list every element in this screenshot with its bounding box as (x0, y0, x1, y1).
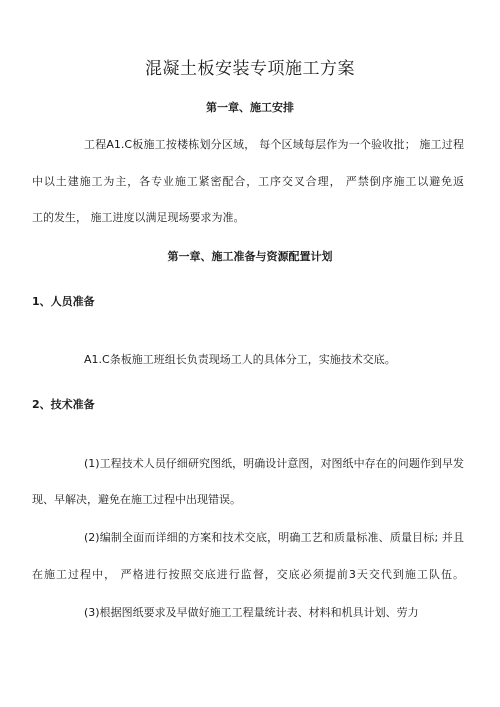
paragraph-line: 工的发生， 施工进度以满足现场要求为准。 (32, 211, 245, 224)
paragraph-line: 工程A1.C板施工按楼栋划分区域， 每个区域每层作为一个验收批； 施工过程 (84, 138, 464, 151)
section-heading-personnel: 1、人员准备 (32, 295, 95, 308)
paragraph-line: 现、早解决，避免在施工过程中出现错误。 (32, 493, 241, 506)
chapter-heading-preparation-resources: 第一章、施工准备与资源配置计划 (167, 250, 333, 263)
paragraph-line: (1)工程技术人员仔细研究图纸，明确设计意图，对图纸中存在的问题作到早发 (84, 457, 464, 470)
section-heading-technical: 2、技术准备 (32, 398, 95, 411)
paragraph-line: 中以土建施工为主，各专业施工紧密配合，工序交叉合理， 严禁倒序施工以避免返 (32, 175, 464, 188)
paragraph-line: 在施工过程中， 严格进行按照交底进行监督，交底必须提前3天交代到施工队伍。 (32, 568, 464, 581)
paragraph-line: A1.C条板施工班组长负责现场工人的具体分工，实施技术交底。 (84, 353, 396, 366)
paragraph-line: (2)编制全面而详细的方案和技术交底，明确工艺和质量标准、质量目标; 并且 (84, 531, 464, 544)
chapter-heading-construction-arrangement: 第一章、施工安排 (206, 101, 294, 114)
document-title: 混凝土板安装专项施工方案 (145, 59, 355, 79)
paragraph-line: (3)根据图纸要求及早做好施工工程量统计表、材料和机具计划、劳力 (84, 606, 419, 619)
